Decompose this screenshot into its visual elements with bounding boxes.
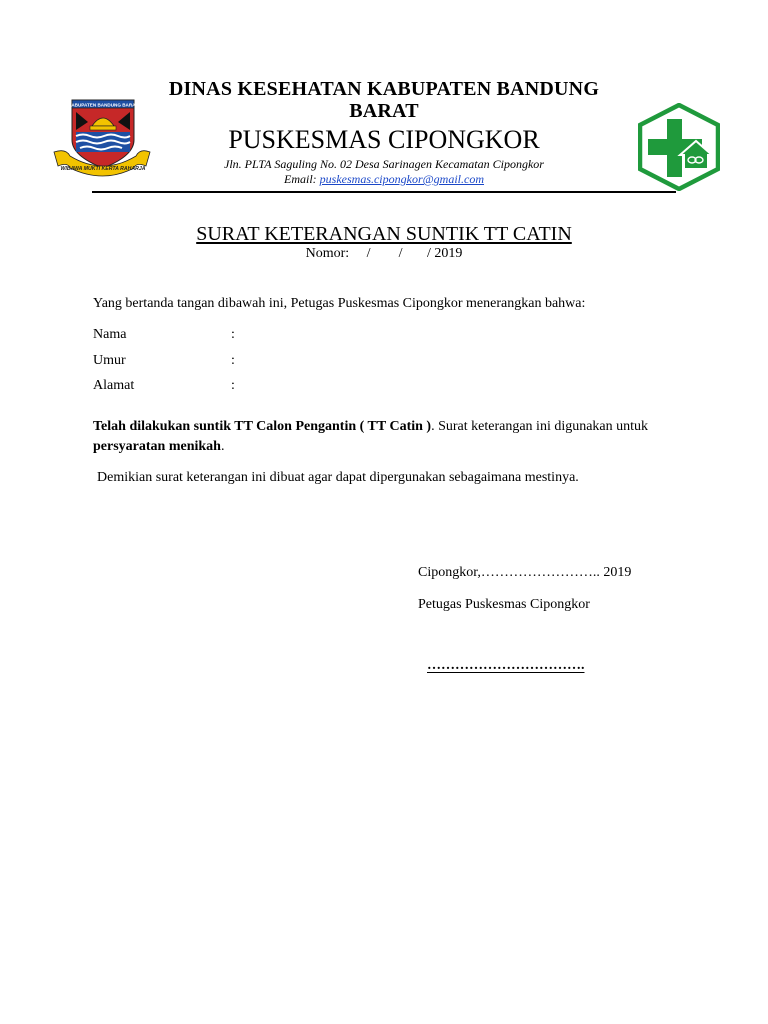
email-label: Email: bbox=[283, 172, 317, 186]
statement-paragraph bbox=[93, 417, 683, 457]
document-title: SURAT KETERANGAN SUNTIK TT CATIN bbox=[196, 223, 572, 245]
field-label-nama: Nama bbox=[93, 327, 127, 342]
field-label-alamat: Alamat bbox=[93, 378, 135, 393]
letterhead bbox=[120, 78, 648, 186]
emblem-ribbon-text: WIBAWA MUKTI KERTA RAHARJA bbox=[60, 166, 146, 172]
statement-end: . bbox=[220, 439, 225, 454]
signature-name: ……………………………. bbox=[427, 658, 585, 673]
intro-paragraph: Yang bertanda tangan dibawah ini, Petugas Puskesmas Cipongkor menerangkan bahwa: bbox=[93, 296, 586, 311]
email-line bbox=[120, 172, 648, 186]
field-value-umur: : bbox=[231, 353, 235, 368]
puskesmas-logo bbox=[638, 103, 720, 191]
signature-place-date: Cipongkor,…………………….. 2019 bbox=[418, 565, 632, 580]
statement-bold: Telah dilakukan suntik TT Calon Pengantin ( TT Catin ) bbox=[93, 419, 432, 434]
letterhead-divider bbox=[92, 191, 676, 193]
address-line: Jln. PLTA Saguling No. 02 Desa Sarinagen Kecamatan Cipongkor bbox=[224, 157, 544, 171]
document-number: Nomor: / / / 2019 bbox=[305, 246, 463, 261]
emblem-top-text: KABUPATEN BANDUNG BARAT bbox=[68, 102, 138, 108]
field-value-alamat: : bbox=[231, 378, 235, 393]
puskesmas-name: PUSKESMAS CIPONGKOR bbox=[228, 125, 540, 154]
statement-purpose: persyaratan menikah bbox=[93, 439, 221, 454]
field-label-umur: Umur bbox=[93, 353, 126, 368]
closing-paragraph: Demikian surat keterangan ini dibuat agar dapat dipergunakan sebagaimana mestinya. bbox=[97, 470, 579, 485]
statement-rest: . Surat keterangan ini digunakan untuk bbox=[431, 419, 649, 434]
email-link[interactable]: puskesmas.cipongkor@gmail.com bbox=[319, 172, 485, 186]
agency-name-line2: BARAT bbox=[349, 100, 419, 122]
field-value-nama: : bbox=[231, 327, 235, 342]
agency-name-line1: DINAS KESEHATAN KABUPATEN BANDUNG bbox=[168, 78, 600, 100]
signature-role: Petugas Puskesmas Cipongkor bbox=[418, 597, 590, 612]
